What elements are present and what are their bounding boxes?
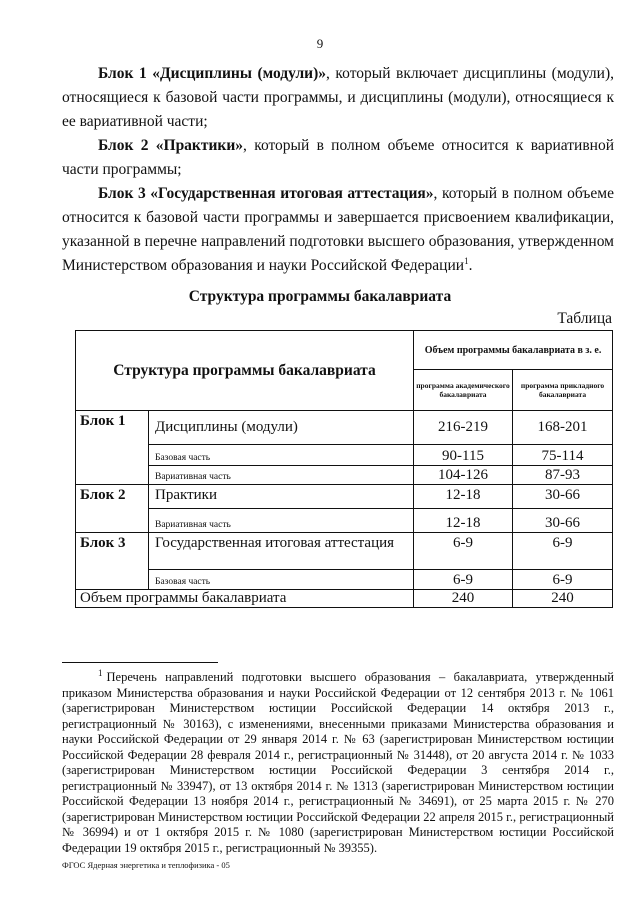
value-academic: 90-115 — [414, 445, 513, 466]
table-row — [76, 509, 613, 533]
row-name: Практики — [149, 485, 414, 509]
value-applied: 168-201 — [513, 411, 613, 445]
footnote-divider — [62, 662, 218, 663]
table-row — [76, 466, 613, 485]
block3-title: Блок 3 «Государственная итоговая аттестация» — [98, 185, 434, 202]
block-cell: Блок 2 — [76, 485, 149, 533]
value-academic: 12-18 — [414, 485, 513, 509]
footnote — [62, 667, 614, 856]
footnote-mark: 1 — [98, 667, 103, 678]
table-header-volume: Объем программы бакалавриата в з. е. — [414, 331, 613, 370]
block2-title: Блок 2 «Практики» — [98, 137, 244, 154]
value-academic: 216-219 — [414, 411, 513, 445]
row-name: Базовая часть — [149, 570, 414, 590]
block1-title: Блок 1 «Дисциплины (модули)» — [98, 65, 327, 82]
block3-text: , который в полном объеме относится к базовой части программы и завершается присвоением квалификации, указанной в перечне направлений подготовки высшего образования, утвержденном Министерством образования и науки Российской Федерации — [62, 185, 614, 274]
row-name: Дисциплины (модули) — [149, 411, 414, 445]
row-name: Вариативная часть — [149, 466, 414, 485]
table-total-row — [76, 590, 613, 608]
total-name: Объем программы бакалавриата — [76, 590, 414, 608]
table-title: Структура программы бакалавриата — [188, 288, 452, 305]
block3-end: . — [468, 257, 473, 274]
row-name: Вариативная часть — [149, 509, 414, 533]
value-applied: 87-93 — [513, 466, 613, 485]
block-cell: Блок 1 — [76, 411, 149, 485]
block-cell: Блок 3 — [76, 533, 149, 590]
value-applied: 30-66 — [513, 485, 613, 509]
col-header-academic: программа академического бакалавриата — [414, 370, 513, 411]
value-applied: 6-9 — [513, 570, 613, 590]
footnote-reference[interactable]: 1 — [464, 255, 469, 266]
value-academic: 12-18 — [414, 509, 513, 533]
table-row — [76, 485, 613, 509]
footnote-text: Перечень направлений подготовки высшего образования – бакалавриата, утвержденный приказом Министерства образования и науки Российской Федерации от 12 сентября 2013 г. № 1061 (зарегистрирован Министерством юстиции Российской Федерации 14 октября 2013 г., регистрационный № 30163), с изменениями, внесенными приказами Министерства образования и науки Российской Федерации от 29 января 2014 г. № 63 (зарегистрирован Министерством юстиции Российской Федерации 28 февраля 2014 г., регистрационный № 31448), от 20 августа 2014 г. № 1033 (зарегистрирован Министерством юстиции Российской Федерации 3 сентября 2014 г., регистрационный № 33947), от 13 октября 2014 г. № 1313 (зарегистрирован Министерством юстиции Российской Федерации 13 ноября 2014 г., регистрационный № 34691), от 25 марта 2015 г. № 270 (зарегистрирован Министерством юстиции Российской Федерации 22 апреля 2015 г., регистрационный № 36994) и от 1 октября 2015 г. № 1080 (зарегистрирован Министерством юстиции Российской Федерации 19 октября 2015 г., регистрационный № 39355). — [62, 670, 614, 855]
total-applied: 240 — [513, 590, 613, 608]
body-text — [62, 62, 614, 278]
block2-text: , который в полном объеме относится к вариативной части программы; — [62, 137, 614, 178]
table-row — [76, 533, 613, 570]
value-applied: 30-66 — [513, 509, 613, 533]
paragraph-block3 — [62, 182, 614, 278]
value-academic: 104-126 — [414, 466, 513, 485]
paragraph-block2 — [62, 134, 614, 182]
block1-text: , который включает дисциплины (модули), относящиеся к базовой части программы, и дисциплины (модули), относящиеся к ее вариативной части; — [62, 65, 614, 130]
value-academic: 6-9 — [414, 570, 513, 590]
table-header-main: Структура программы бакалавриата — [76, 331, 414, 411]
col-header-applied: программа прикладного бакалавриата — [513, 370, 613, 411]
page-number: 9 — [316, 36, 324, 51]
value-applied: 75-114 — [513, 445, 613, 466]
paragraph-block1 — [62, 62, 614, 134]
table-row — [76, 445, 613, 466]
value-academic: 6-9 — [414, 533, 513, 570]
table-caption: Таблица — [557, 310, 612, 327]
total-academic: 240 — [414, 590, 513, 608]
table-row — [76, 570, 613, 590]
structure-table — [75, 330, 613, 608]
table-row — [76, 411, 613, 445]
value-applied: 6-9 — [513, 533, 613, 570]
page-footer: ФГОС Ядерная энергетика и теплофизика - 05 — [62, 860, 230, 870]
row-name: Государственная итоговая аттестация — [149, 533, 414, 570]
row-name: Базовая часть — [149, 445, 414, 466]
